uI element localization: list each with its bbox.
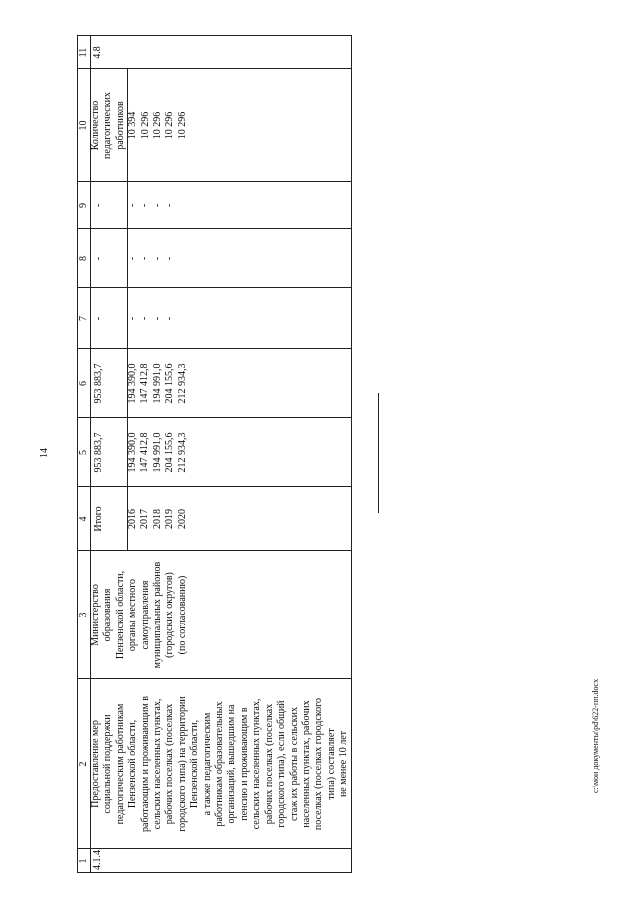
dash-cell: -	[139, 203, 151, 208]
dash-cell: -	[164, 316, 176, 321]
desc-line: сельских населенных пунктах,	[152, 698, 164, 830]
exec-line: Министерство	[90, 584, 101, 646]
exec-line: органы местного	[127, 578, 139, 652]
dash-cell: -	[93, 316, 104, 321]
total-label: Итого	[93, 506, 104, 532]
funding-total-column	[90, 418, 189, 487]
desc-line: Пензенской области,	[189, 719, 201, 809]
year-cell: 2019	[164, 509, 176, 529]
column-11-value: 4.8	[92, 46, 103, 59]
desc-line: сельских населенных пунктах,	[251, 698, 263, 830]
header-col-7: 7	[78, 316, 89, 321]
dash-cell: -	[139, 316, 151, 321]
desc-line: пенсию и проживающим в	[238, 707, 250, 821]
col-border	[77, 872, 352, 873]
value-cell: 953 883,7	[93, 363, 104, 404]
value-cell: 194 390,0	[127, 363, 138, 404]
indicator-column	[90, 69, 189, 182]
dash-cell: -	[93, 256, 104, 261]
dash-cell: -	[93, 203, 104, 208]
value-cell: 194 991,0	[151, 363, 163, 404]
value-cell: 212 934,3	[176, 432, 188, 473]
desc-line: рабочих поселках (поселках	[164, 703, 176, 825]
year-cell: 2018	[151, 509, 163, 529]
dash-cell: -	[164, 203, 176, 208]
desc-line: а также педагогическим	[201, 712, 213, 816]
desc-line: стаж их работы в сельских	[288, 706, 300, 822]
indicator-value: 10 394	[127, 111, 139, 140]
desc-line: городского типа) на территории	[176, 696, 188, 832]
value-cell: 204 155,6	[164, 432, 176, 473]
desc-line: педагогическим работникам	[114, 703, 126, 825]
desc-line: рабочих поселках (поселках	[263, 703, 275, 825]
measure-description	[90, 679, 351, 849]
dash-cell: -	[151, 256, 163, 261]
desc-line: работающим и проживающим в	[139, 696, 151, 832]
dash-cell: -	[151, 203, 163, 208]
value-cell: 204 155,6	[164, 363, 176, 404]
exec-line: самоуправления	[139, 580, 151, 650]
dash-cell: -	[139, 256, 151, 261]
value-cell: 953 883,7	[93, 432, 104, 473]
column-9	[90, 182, 177, 229]
responsible-executors	[90, 551, 189, 679]
desc-line: организаций, вышедшим на	[226, 704, 238, 824]
exec-line: образования	[102, 588, 114, 642]
exec-line: (по согласованию)	[176, 575, 188, 655]
header-col-8: 8	[78, 256, 89, 261]
dash-cell: -	[127, 256, 138, 261]
header-col-2: 2	[78, 761, 89, 767]
year-cell: 2020	[176, 509, 188, 529]
value-cell: 147 412,8	[139, 432, 151, 473]
dash-cell: -	[164, 256, 176, 261]
header-col-6: 6	[78, 381, 89, 386]
desc-line: городского типа), если общий	[276, 700, 288, 828]
indicator-value: 10 296	[139, 111, 151, 140]
value-cell: 147 412,8	[139, 363, 151, 404]
desc-line: типа) составляет	[325, 728, 337, 800]
col-border	[77, 35, 352, 36]
dash-cell: -	[127, 316, 138, 321]
header-col-9: 9	[78, 203, 89, 208]
desc-line: Пензенской области,	[127, 719, 139, 809]
separator-line	[378, 393, 379, 513]
desc-line: не менее 10 лет	[338, 730, 350, 798]
desc-line: Предоставление мер	[90, 720, 101, 808]
indicator-value: 10 296	[152, 111, 164, 140]
exec-line: Пензенской области,	[114, 570, 126, 660]
header-col-11: 11	[78, 47, 89, 58]
desc-line: социальной поддержки	[102, 714, 114, 814]
header-col-3: 3	[78, 612, 89, 618]
year-cell: 2017	[139, 509, 151, 529]
footer-path: c:\мои документы\pd\622-пп.docx	[591, 678, 600, 793]
desc-line: населенных пунктах, рабочих	[300, 700, 312, 828]
value-cell: 194 390,0	[127, 432, 138, 473]
indicator-name: Количество	[90, 100, 101, 151]
funding-regional-column	[90, 349, 189, 418]
desc-line: работникам образовательных	[214, 701, 226, 827]
exec-line: (городских округов)	[164, 572, 176, 658]
dash-cell: -	[127, 203, 138, 208]
indicator-value: 10 296	[176, 111, 188, 140]
header-col-4: 4	[78, 516, 89, 522]
desc-line: поселках (поселках городского	[313, 697, 325, 831]
value-cell: 212 934,3	[176, 363, 188, 404]
page-number: 14	[39, 448, 50, 458]
indicator-name: работников	[114, 101, 126, 150]
table-bottom-border	[351, 36, 352, 873]
exec-line: муниципальных районов	[152, 561, 164, 669]
dash-cell: -	[151, 316, 163, 321]
year-cell: 2016	[127, 509, 138, 529]
indicator-value: 10 296	[164, 111, 176, 140]
value-cell: 194 991,0	[151, 432, 163, 473]
column-8	[90, 229, 177, 288]
header-col-1: 1	[78, 858, 89, 864]
row-number: 4.1.4.	[92, 847, 103, 870]
header-col-5: 5	[78, 450, 89, 455]
years-column	[90, 487, 189, 551]
indicator-name: педагогических	[102, 92, 114, 159]
header-col-10: 10	[78, 120, 89, 131]
column-7	[90, 288, 177, 349]
